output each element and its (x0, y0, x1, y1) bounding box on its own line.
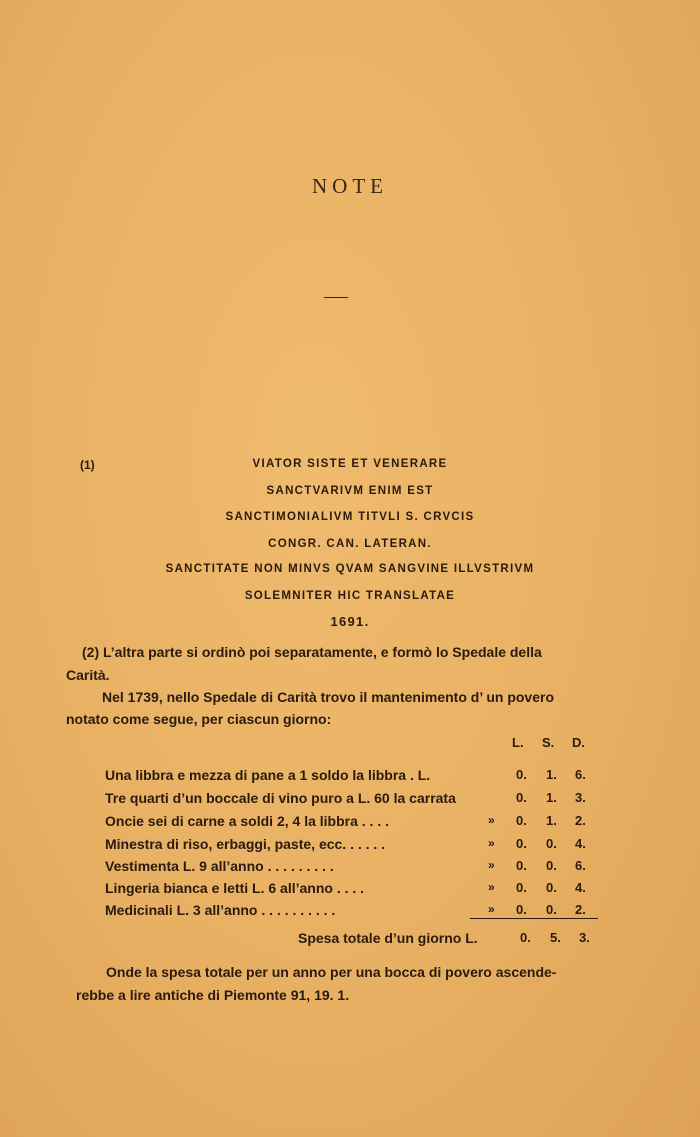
row-denari: 2. (575, 902, 586, 917)
inscription-year: 1691. (330, 614, 370, 629)
inscription-line-5: SANCTITATE NON MINVS QVAM SANGVINE ILLVSTRIVM (165, 563, 535, 575)
row-soldi: 1. (546, 790, 557, 805)
note-1-marker: (1) (80, 458, 95, 472)
note-2-line-1: (2) L’altra parte si ordinò poi separatamente, e formò lo Spedale della (82, 644, 542, 660)
column-header-soldi: S. (542, 735, 555, 750)
row-lire: 0. (516, 858, 527, 873)
inscription-line-1: VIATOR SISTE ET VENERARE (252, 458, 448, 470)
inscription-line-4: CONGR. CAN. LATERAN. (268, 538, 432, 550)
row-denari: 2. (575, 813, 586, 828)
table-row (0, 813, 700, 833)
row-soldi: 1. (546, 813, 557, 828)
page-title: NOTE (312, 174, 388, 198)
row-label: Medicinali L. 3 all’anno . . . . . . . . . . (105, 902, 336, 918)
table-row (0, 767, 700, 787)
row-label: Lingeria bianca e letti L. 6 all’anno . . . . (105, 880, 365, 896)
row-lire: 0. (516, 790, 527, 805)
row-denari: 3. (575, 790, 586, 805)
note-2-line-3: Nel 1739, nello Spedale di Carità trovo il mantenimento d’ un povero (102, 689, 554, 705)
row-label: Tre quarti d’un boccale di vino puro a L. 60 la carrata (105, 790, 456, 806)
row-label: Oncie sei di carne a soldi 2, 4 la libbra . . . . (105, 813, 389, 829)
table-row (0, 836, 700, 856)
row-lire: 0. (516, 880, 527, 895)
table-row (0, 790, 700, 810)
row-soldi: 0. (546, 902, 557, 917)
row-label: Minestra di riso, erbaggi, paste, ecc. . . . . . (105, 836, 386, 852)
total-denari: 3. (579, 930, 590, 945)
table-row (0, 858, 700, 878)
sum-rule (470, 918, 598, 919)
total-lire: 0. (520, 930, 531, 945)
total-row (0, 930, 700, 950)
column-header-denari: D. (572, 735, 585, 750)
row-lire: 0. (516, 813, 527, 828)
note-2-line-4: notato come segue, per ciascun giorno: (66, 711, 332, 727)
closing-line-1: Onde la spesa totale per un anno per una bocca di povero ascende- (106, 964, 557, 980)
row-ditto-mark: » (488, 813, 495, 827)
row-ditto-mark: » (488, 902, 495, 916)
row-denari: 6. (575, 858, 586, 873)
total-soldi: 5. (550, 930, 561, 945)
row-soldi: 0. (546, 858, 557, 873)
row-ditto-mark: » (488, 836, 495, 850)
row-soldi: 0. (546, 880, 557, 895)
closing-line-2: rebbe a lire antiche di Piemonte 91, 19. 1. (76, 987, 350, 1003)
row-label: Vestimenta L. 9 all’anno . . . . . . . . . (105, 858, 334, 874)
row-denari: 4. (575, 880, 586, 895)
row-soldi: 1. (546, 767, 557, 782)
table-row (0, 880, 700, 900)
row-lire: 0. (516, 836, 527, 851)
row-denari: 4. (575, 836, 586, 851)
row-lire: 0. (516, 767, 527, 782)
column-header-lire: L. (512, 735, 524, 750)
row-label: Una libbra e mezza di pane a 1 soldo la libbra . L. (105, 767, 431, 783)
table-row (0, 902, 700, 922)
title-rule (324, 297, 348, 298)
row-denari: 6. (575, 767, 586, 782)
inscription-line-3: SANCTIMONIALIVM TITVLI S. CRVCIS (225, 511, 475, 523)
inscription-line-6: SOLEMNITER HIC TRANSLATAE (244, 590, 456, 602)
inscription-line-2: SANCTVARIVM ENIM EST (266, 485, 434, 497)
row-ditto-mark: » (488, 858, 495, 872)
row-lire: 0. (516, 902, 527, 917)
row-ditto-mark: » (488, 880, 495, 894)
row-soldi: 0. (546, 836, 557, 851)
note-2-line-2: Carità. (66, 667, 110, 683)
total-label: Spesa totale d’un giorno L. (298, 930, 478, 946)
